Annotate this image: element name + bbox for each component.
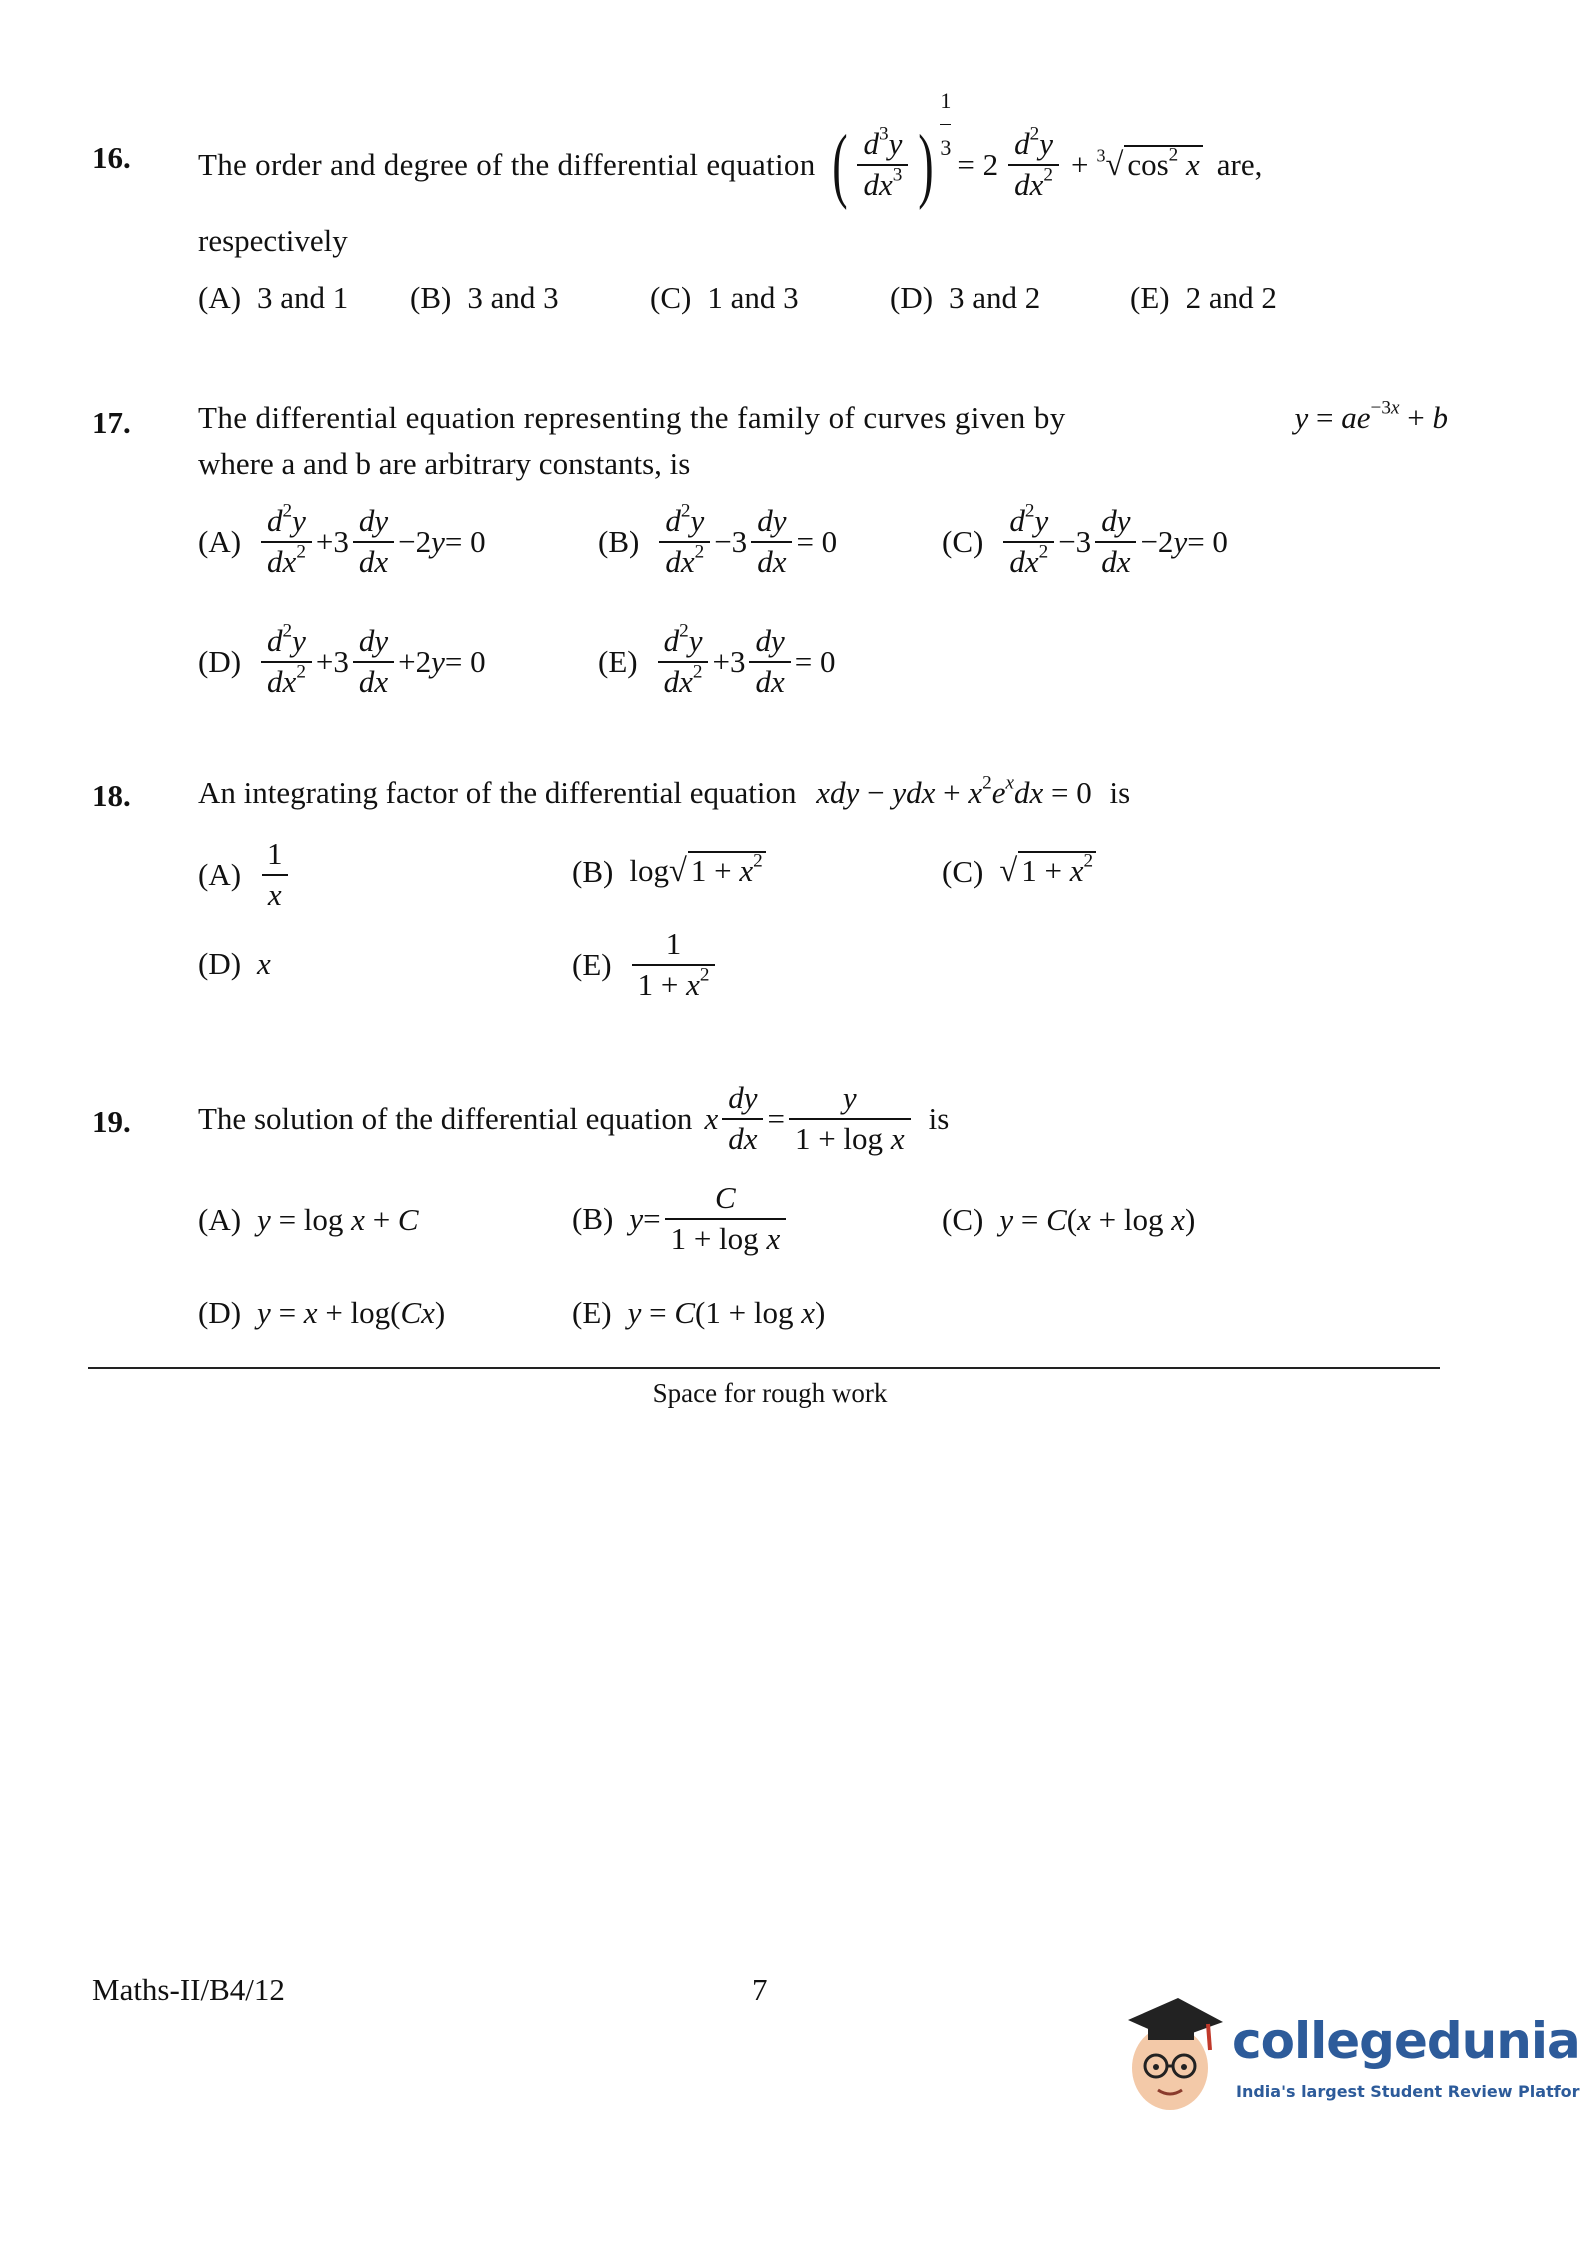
- option-b: (B) y = $\frac{C}{\text{1 + log x}}$: [572, 1182, 790, 1255]
- option-e: (E) 2 and 2: [1130, 280, 1277, 315]
- option-e: (E) $\frac{d^2y}{dx^2}$ +3 $\frac{dy}{dx}$ = 0: [598, 620, 836, 699]
- option-b: (B) log√ $1 + x^2$: [572, 853, 766, 890]
- option-a: (A) $\frac{d^2y}{dx^2}$ +3 $\frac{dy}{dx}$ −2 y = 0: [198, 500, 486, 579]
- logo-wordmark: collegedunia: [1232, 2012, 1580, 2070]
- question-stem: [198, 395, 1448, 441]
- logo-tagline: India's largest Student Review Platfor: [1236, 2082, 1580, 2101]
- paper-code: Maths-II/B4/12: [92, 1972, 285, 2007]
- option-a: (A) $\frac{1}{x}$: [198, 838, 293, 911]
- option-c: (C) 1 and 3: [650, 280, 799, 315]
- option-a: (A) 3 and 1: [198, 280, 349, 315]
- question-number: 17.: [92, 405, 131, 440]
- rough-work-divider: [88, 1367, 1440, 1369]
- option-e: (E) $\frac{1}{1 + x^2}$: [572, 928, 719, 1001]
- option-e: (E) y = C(1 + log x): [572, 1295, 826, 1330]
- rough-work-label: Space for rough work: [652, 1378, 888, 1408]
- collegedunia-logo: [1118, 1990, 1580, 2120]
- stem-equation: x $\frac{dy}{dx}$ = $\frac{y}{\text{1 + log x}}$: [704, 1082, 914, 1155]
- question-number: 16.: [92, 140, 131, 175]
- question-stem: [198, 770, 1448, 816]
- stem-equation: xdy − ydx + $x^2e^xdx = 0$: [816, 772, 1092, 810]
- option-c: (C) $\frac{d^2y}{dx^2}$ −3 $\frac{dy}{dx}$ −2 y = 0: [942, 500, 1228, 579]
- question-number: 19.: [92, 1104, 131, 1139]
- page-number: 7: [752, 1972, 768, 2007]
- stem-line-2: where a and b are arbitrary constants, is: [198, 446, 691, 481]
- option-d: (D) $\frac{d^2y}{dx^2}$ +3 $\frac{dy}{dx}$ +2 y = 0: [198, 620, 486, 699]
- question-stem: [198, 88, 1448, 211]
- stem-text-end: is: [1109, 775, 1131, 810]
- option-b: (B) $\frac{d^2y}{dx^2}$ −3 $\frac{dy}{dx}$ = 0: [598, 500, 838, 579]
- option-a: (A) y = log x + C: [198, 1202, 419, 1237]
- option-d: (D) y = x + log(Cx): [198, 1295, 446, 1330]
- option-c: (C) y = C(x + log x): [942, 1202, 1196, 1237]
- option-c: (C) √ $1 + x^2$: [942, 853, 1096, 890]
- question-number: 18.: [92, 778, 131, 813]
- stem-line-2: respectively: [198, 223, 348, 258]
- stem-text: The differential equation representing the family of curves given by: [198, 400, 1066, 435]
- equation: ( $\frac{d^3y}{dx^3}$ ) $\frac{1}{3}$ = 2 $\frac{d^2y}{dx^2}$ + $^3$√ $\cos^2 x$: [826, 118, 1203, 211]
- stem-text-end: is: [928, 1100, 950, 1136]
- option-d: (D) 3 and 2: [890, 280, 1041, 315]
- mascot-icon: [1118, 1990, 1228, 2120]
- stem-text: The solution of the differential equation: [198, 1100, 693, 1136]
- stem-text: An integrating factor of the differential equation: [198, 775, 797, 810]
- stem-text-end: are,: [1216, 146, 1263, 182]
- option-b: (B) 3 and 3: [410, 280, 559, 315]
- stem-equation: $y = ae^{-3x} + b$: [1294, 397, 1448, 435]
- question-stem: [198, 1082, 1448, 1155]
- stem-text: The order and degree of the differential equation: [198, 146, 816, 182]
- option-d: (D) x: [198, 946, 271, 981]
